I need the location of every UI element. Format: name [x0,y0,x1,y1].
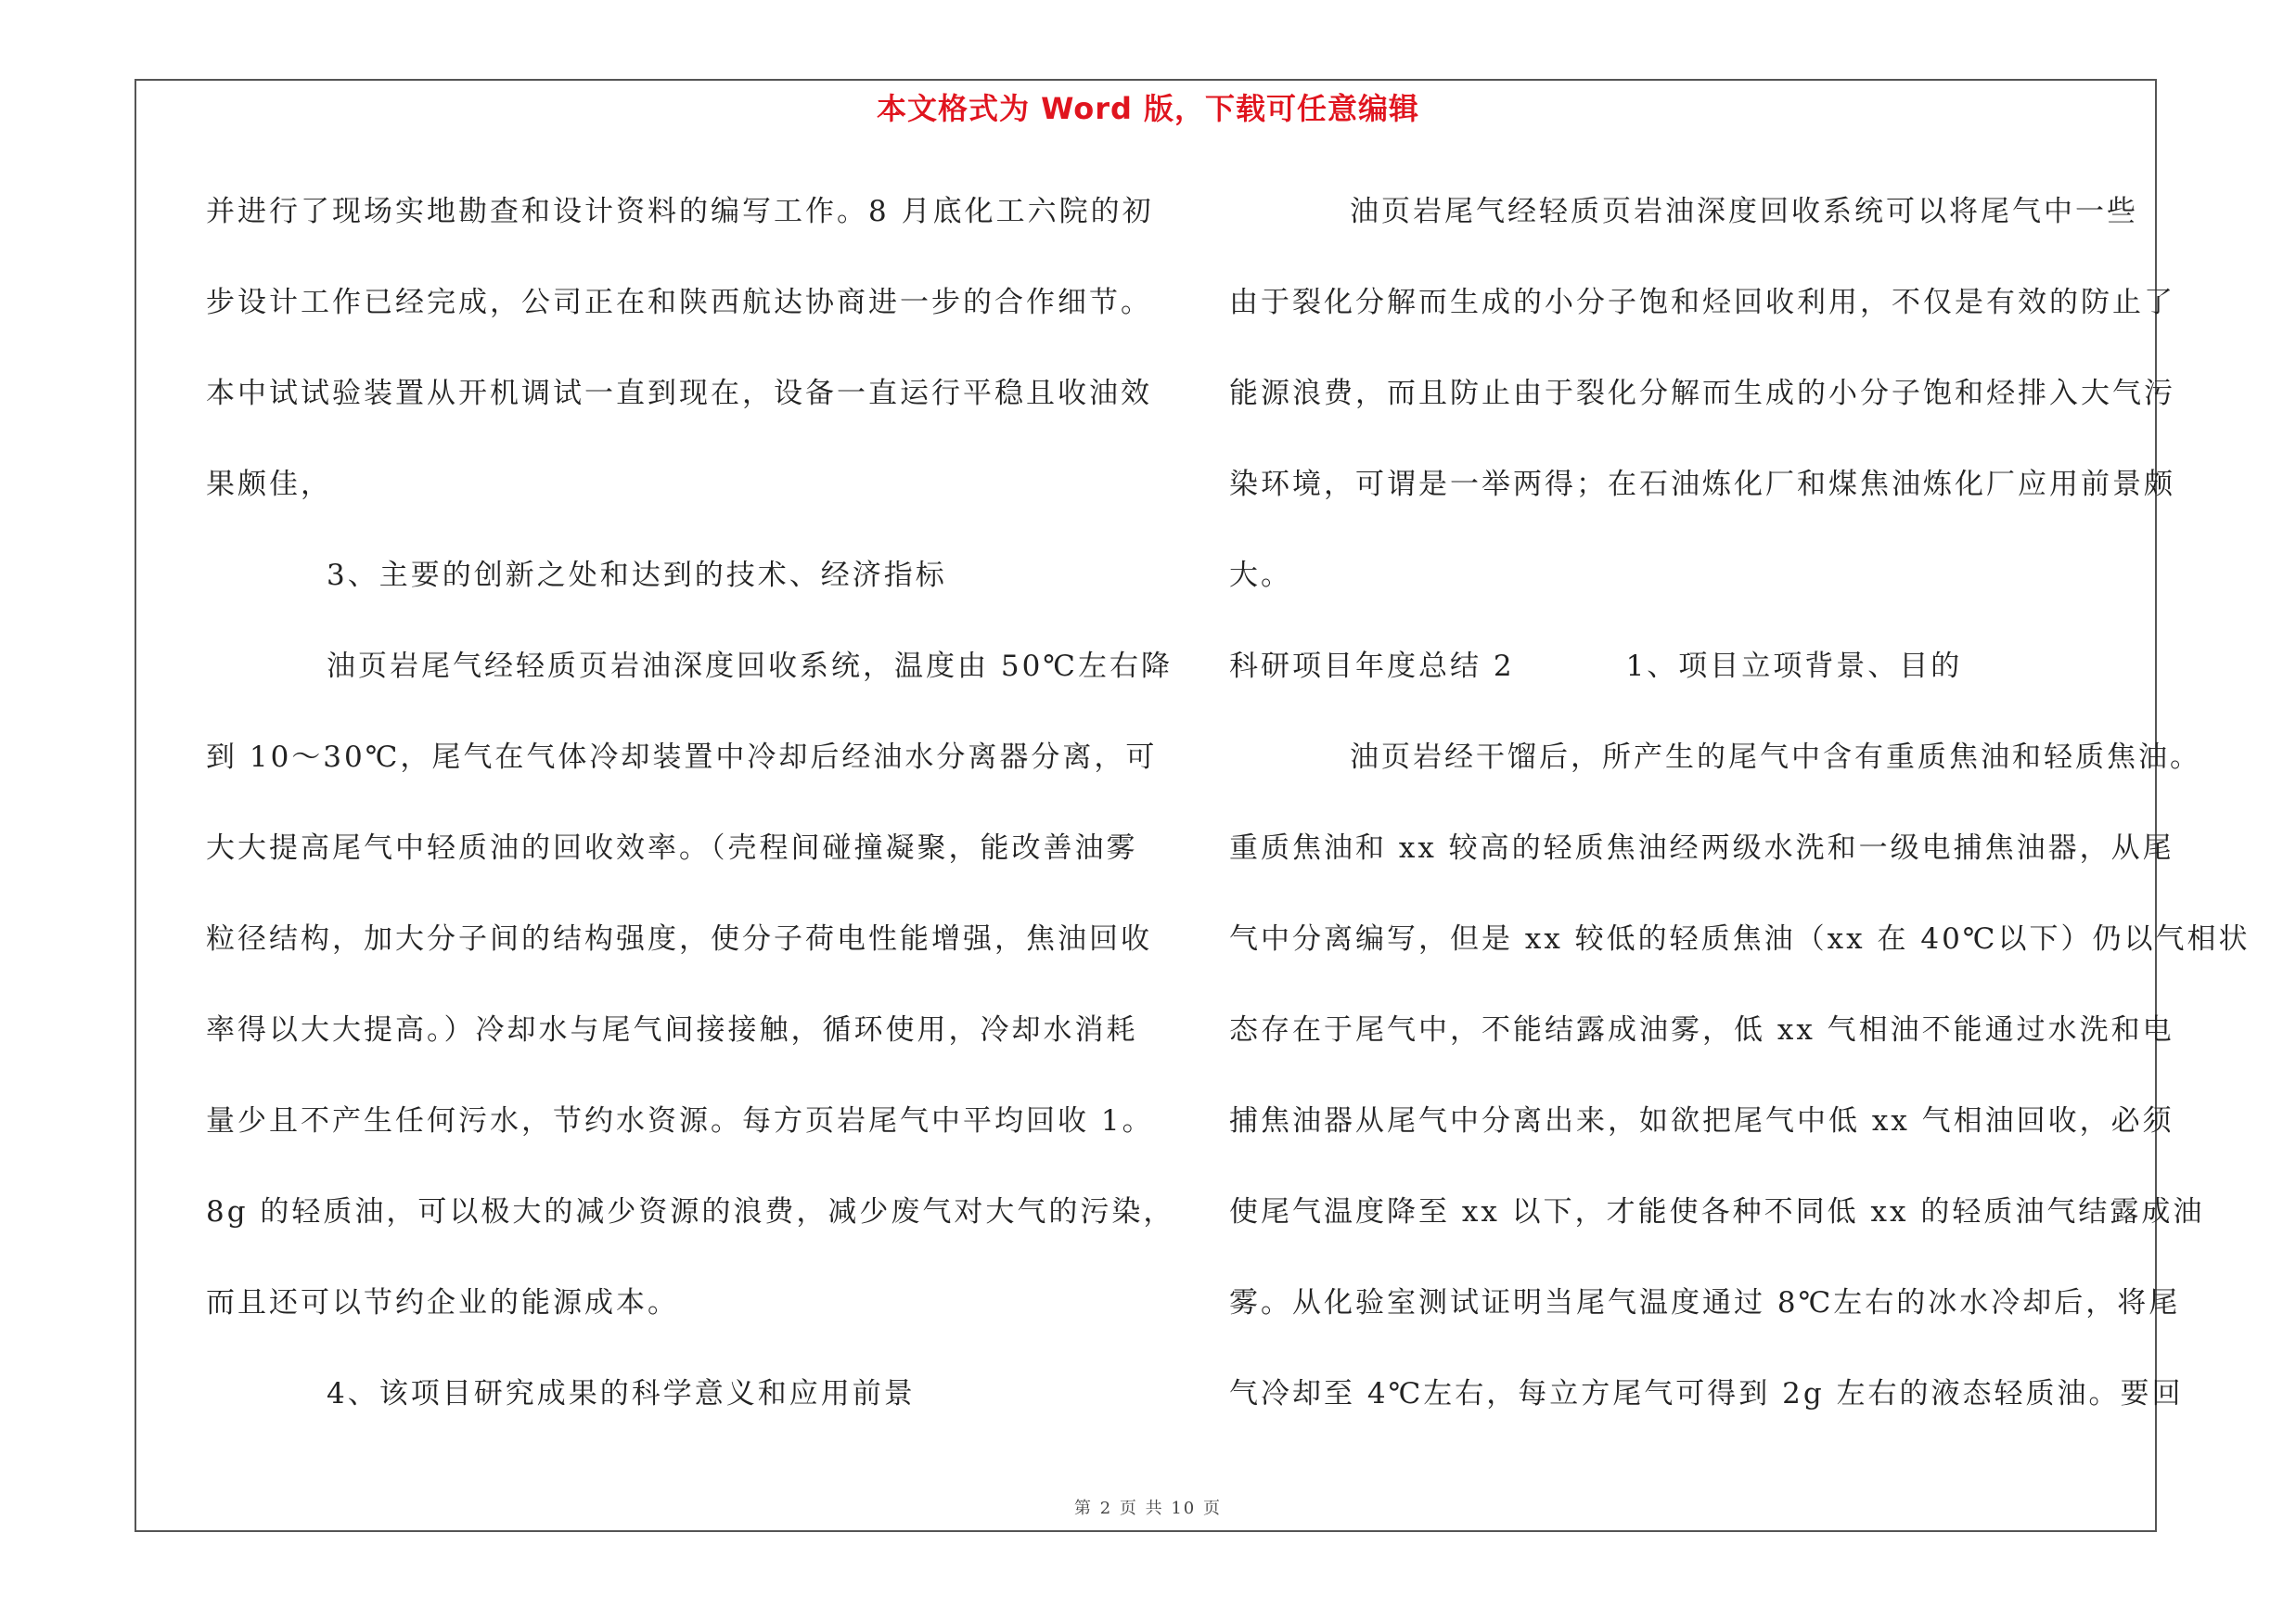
paragraph-line: 油页岩尾气经轻质页岩油深度回收系统，温度由 50℃左右降 [327,650,1173,683]
paragraph-line: 使尾气温度降至 xx 以下，才能使各种不同低 xx 的轻质油气结露成油 [1229,1195,2205,1229]
paragraph-line: 重质焦油和 xx 较高的轻质焦油经两级水洗和一级电捕焦油器，从尾 [1229,831,2174,865]
paragraph-line: 油页岩尾气经轻质页岩油深度回收系统可以将尾气中一些 [1350,195,2138,228]
paragraph-line: 能源浪费，而且防止由于裂化分解而生成的小分子饱和烃排入大气污 [1229,377,2175,410]
paragraph-line: 油页岩经干馏后，所产生的尾气中含有重质焦油和轻质焦油。 [1350,741,2201,774]
section-title: 科研项目年度总结 2 [1229,650,1515,683]
section-heading: 4、该项目研究成果的科学意义和应用前景 [327,1377,916,1410]
paragraph-line: 态存在于尾气中，不能结露成油雾，低 xx 气相油不能通过水洗和电 [1229,1013,2174,1047]
paragraph-line: 量少且不产生任何污水，节约水资源。每方页岩尾气中平均回收 1。 [206,1104,1154,1138]
paragraph-line: 大大提高尾气中轻质油的回收效率。（壳程间碰撞凝聚，能改善油雾 [206,831,1138,865]
paragraph-line: 本中试试验装置从开机调试一直到现在，设备一直运行平稳且收油效 [206,377,1152,410]
paragraph-line: 捕焦油器从尾气中分离出来，如欲把尾气中低 xx 气相油回收，必须 [1229,1104,2174,1138]
paragraph-line: 率得以大大提高。）冷却水与尾气间接接触，循环使用，冷却水消耗 [206,1013,1138,1047]
paragraph-line: 并进行了现场实地勘查和设计资料的编写工作。8 月底化工六院的初 [206,195,1154,228]
paragraph-line: 由于裂化分解而生成的小分子饱和烃回收利用，不仅是有效的防止了 [1229,286,2175,319]
paragraph-line: 气冷却至 4℃左右，每立方尾气可得到 2g 左右的液态轻质油。要回 [1229,1377,2184,1410]
page-number: 第 2 页 共 10 页 [1074,1499,1222,1518]
paragraph-line: 果颇佳， [206,468,332,501]
word-format-banner: 本文格式为 Word 版，下载可任意编辑 [876,91,1420,126]
left-column [206,182,1175,1455]
paragraph-line: 而且还可以节约企业的能源成本。 [206,1286,679,1320]
paragraph-line: 气中分离编写，但是 xx 较低的轻质焦油（xx 在 40℃以下）仍以气相状 [1229,922,2251,956]
paragraph-line: 步设计工作已经完成，公司正在和陕西航达协商进一步的合作细节。 [206,286,1152,319]
right-column [1229,182,2251,1455]
paragraph-line: 到 10～30℃，尾气在气体冷却装置中冷却后经油水分离器分离，可 [206,741,1158,774]
paragraph-line: 大。 [1229,559,1292,592]
paragraph-line: 染环境，可谓是一举两得；在石油炼化厂和煤焦油炼化厂应用前景颇 [1229,468,2175,501]
section-title-line [1229,637,2157,728]
paragraph-line: 8g 的轻质油，可以极大的减少资源的浪费，减少废气对大气的污染， [206,1195,1175,1229]
paragraph-line: 雾。从化验室测试证明当尾气温度通过 8℃左右的冰水冷却后，将尾 [1229,1286,2181,1320]
section-heading: 3、主要的创新之处和达到的技术、经济指标 [327,559,947,592]
section-item: 1、项目立项背景、目的 [1625,650,1963,683]
paragraph-line: 粒径结构，加大分子间的结构强度，使分子荷电性能增强，焦油回收 [206,922,1152,956]
